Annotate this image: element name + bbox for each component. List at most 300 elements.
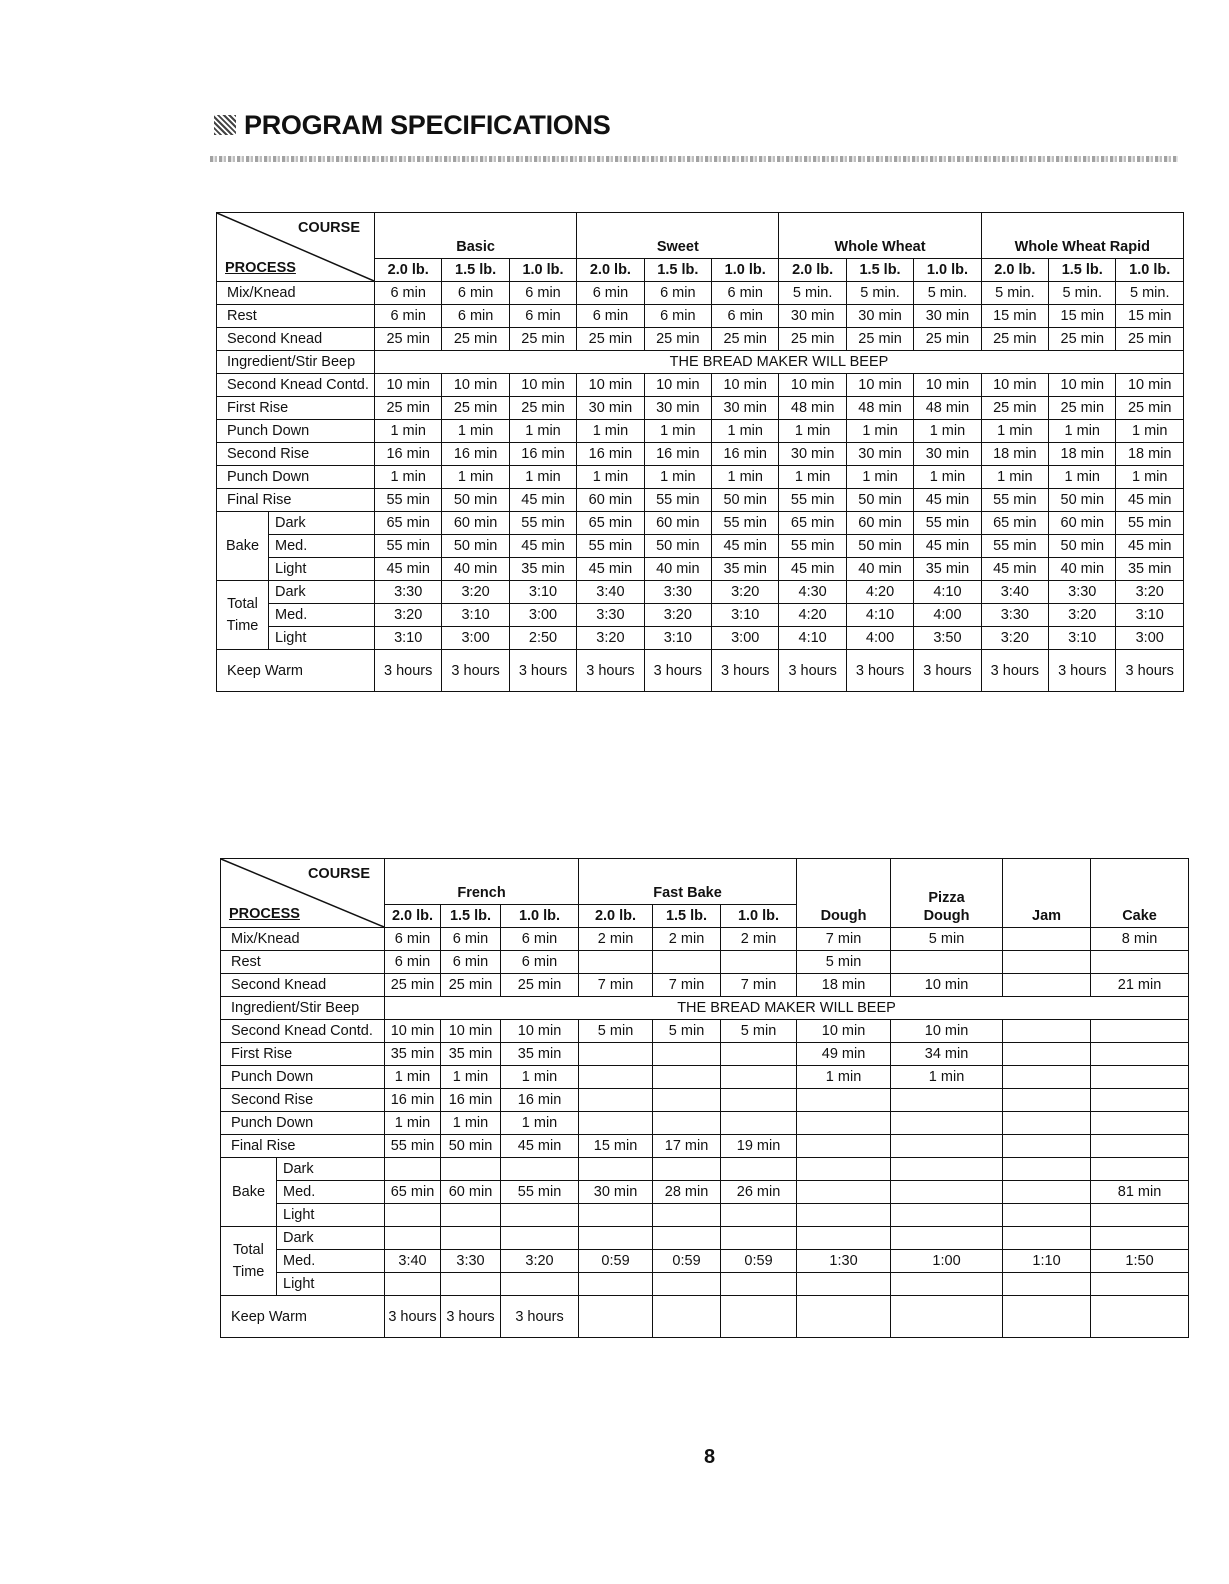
value-cell: 3:20 — [1116, 581, 1184, 604]
value-cell: 3:30 — [375, 581, 442, 604]
value-cell — [797, 1227, 891, 1250]
value-cell: 50 min — [442, 489, 509, 512]
row-mix-knead — [217, 282, 1184, 305]
row-bake-dark — [221, 1158, 1189, 1181]
value-cell: 1 min — [712, 466, 779, 489]
value-cell: 16 min — [441, 1089, 501, 1112]
value-cell: 3 hours — [501, 1296, 579, 1338]
row-second-rise — [217, 443, 1184, 466]
value-cell: 34 min — [891, 1043, 1003, 1066]
value-cell — [797, 1135, 891, 1158]
process-label: Punch Down — [221, 1066, 385, 1089]
value-cell: 30 min — [712, 397, 779, 420]
value-cell: 16 min — [385, 1089, 441, 1112]
value-cell: 65 min — [981, 512, 1048, 535]
value-cell: 10 min — [441, 1020, 501, 1043]
value-cell: 55 min — [509, 512, 576, 535]
value-cell: 81 min — [1091, 1181, 1189, 1204]
process-label: Keep Warm — [217, 650, 375, 692]
value-cell — [1003, 974, 1091, 997]
value-cell: 55 min — [375, 489, 442, 512]
page-number: 8 — [704, 1446, 716, 1468]
value-cell: 1 min — [644, 466, 711, 489]
value-cell: 10 min — [846, 374, 913, 397]
value-cell — [1003, 1181, 1091, 1204]
value-cell: 25 min — [577, 328, 644, 351]
value-cell — [579, 1227, 653, 1250]
value-cell: 3 hours — [1116, 650, 1184, 692]
value-cell — [1003, 1066, 1091, 1089]
value-cell: 50 min — [644, 535, 711, 558]
value-cell: 30 min — [914, 443, 981, 466]
value-cell: 55 min — [981, 489, 1048, 512]
value-cell: 6 min — [644, 282, 711, 305]
value-cell: 48 min — [914, 397, 981, 420]
row-second-knead — [221, 974, 1189, 997]
value-cell — [653, 1112, 721, 1135]
value-cell — [891, 1227, 1003, 1250]
value-cell: 3 hours — [441, 1296, 501, 1338]
value-cell: 55 min — [385, 1135, 441, 1158]
value-cell: 7 min — [653, 974, 721, 997]
value-cell: 25 min — [846, 328, 913, 351]
course-french: French — [385, 859, 579, 905]
value-cell: 45 min — [1116, 489, 1184, 512]
value-cell: 1 min — [846, 420, 913, 443]
weight-cell: 1.5 lb. — [644, 259, 711, 282]
ingredient-beep-row — [217, 351, 1184, 374]
value-cell: 25 min — [1049, 397, 1116, 420]
row-total-time-dark — [217, 581, 1184, 604]
program-spec-table-2 — [220, 858, 1189, 1338]
value-cell: 3 hours — [442, 650, 509, 692]
value-cell: 5 min. — [1049, 282, 1116, 305]
process-label: Ingredient/Stir Beep — [221, 997, 385, 1020]
value-cell: 2 min — [653, 928, 721, 951]
course-dough: Dough — [797, 859, 891, 928]
group-label-line-2: Time — [232, 1264, 265, 1280]
value-cell: 60 min — [644, 512, 711, 535]
row-total-time-med — [217, 604, 1184, 627]
value-cell — [721, 1112, 797, 1135]
value-cell: 35 min — [509, 558, 576, 581]
value-cell: 50 min — [846, 535, 913, 558]
corner-course-label: COURSE — [297, 220, 360, 236]
value-cell: 3 hours — [981, 650, 1048, 692]
value-cell: 7 min — [721, 974, 797, 997]
value-cell — [579, 1273, 653, 1296]
process-label: Keep Warm — [221, 1296, 385, 1338]
value-cell: 3:20 — [442, 581, 509, 604]
value-cell: 45 min — [509, 535, 576, 558]
value-cell — [579, 1204, 653, 1227]
value-cell: 45 min — [1116, 535, 1184, 558]
value-cell: 3:20 — [375, 604, 442, 627]
value-cell: 17 min — [653, 1135, 721, 1158]
value-cell: 18 min — [797, 974, 891, 997]
process-label: Second Knead — [217, 328, 375, 351]
value-cell: 16 min — [712, 443, 779, 466]
corner-header-cell — [221, 859, 385, 928]
corner-process-label: PROCESS — [229, 906, 300, 922]
shade-label: Dark — [269, 581, 375, 604]
row-bake-med — [217, 535, 1184, 558]
process-label: Second Rise — [217, 443, 375, 466]
value-cell: 1 min — [375, 466, 442, 489]
value-cell — [501, 1204, 579, 1227]
value-cell: 4:20 — [846, 581, 913, 604]
row-total-time-light — [221, 1273, 1189, 1296]
value-cell: 25 min — [385, 974, 441, 997]
process-label: Second Knead Contd. — [217, 374, 375, 397]
value-cell: 6 min — [385, 928, 441, 951]
value-cell: 2 min — [721, 928, 797, 951]
value-cell: 25 min — [712, 328, 779, 351]
value-cell: 45 min — [779, 558, 846, 581]
value-cell: 10 min — [442, 374, 509, 397]
value-cell: 10 min — [385, 1020, 441, 1043]
value-cell: 4:00 — [846, 627, 913, 650]
value-cell: 55 min — [779, 535, 846, 558]
value-cell: 4:10 — [914, 581, 981, 604]
value-cell — [1003, 928, 1091, 951]
value-cell: 40 min — [846, 558, 913, 581]
weight-cell: 1.0 lb. — [501, 905, 579, 928]
value-cell: 5 min — [721, 1020, 797, 1043]
value-cell: 55 min — [375, 535, 442, 558]
value-cell: 3 hours — [846, 650, 913, 692]
value-cell: 3:10 — [1116, 604, 1184, 627]
value-cell: 16 min — [644, 443, 711, 466]
shade-label: Med. — [277, 1181, 385, 1204]
value-cell: 3 hours — [779, 650, 846, 692]
value-cell: 10 min — [797, 1020, 891, 1043]
value-cell: 6 min — [509, 305, 576, 328]
value-cell — [891, 1273, 1003, 1296]
value-cell: 3 hours — [385, 1296, 441, 1338]
value-cell — [579, 1066, 653, 1089]
value-cell: 6 min — [375, 282, 442, 305]
weight-cell: 1.0 lb. — [914, 259, 981, 282]
beep-notice: THE BREAD MAKER WILL BEEP — [385, 997, 1189, 1020]
row-total-time-light — [217, 627, 1184, 650]
value-cell: 3:10 — [509, 581, 576, 604]
shade-label: Light — [269, 627, 375, 650]
value-cell: 28 min — [653, 1181, 721, 1204]
value-cell: 45 min — [981, 558, 1048, 581]
value-cell: 16 min — [509, 443, 576, 466]
value-cell: 40 min — [442, 558, 509, 581]
value-cell — [721, 1158, 797, 1181]
value-cell: 35 min — [1116, 558, 1184, 581]
value-cell: 5 min. — [846, 282, 913, 305]
value-cell: 7 min — [579, 974, 653, 997]
value-cell — [891, 1204, 1003, 1227]
value-cell — [1003, 1112, 1091, 1135]
value-cell: 6 min — [577, 305, 644, 328]
value-cell: 60 min — [846, 512, 913, 535]
value-cell: 10 min — [779, 374, 846, 397]
shade-label: Med. — [269, 604, 375, 627]
value-cell: 6 min — [501, 951, 579, 974]
value-cell: 4:10 — [779, 627, 846, 650]
value-cell: 30 min — [914, 305, 981, 328]
value-cell: 15 min — [1049, 305, 1116, 328]
course-jam: Jam — [1003, 859, 1091, 928]
weight-cell: 2.0 lb. — [385, 905, 441, 928]
value-cell — [579, 1112, 653, 1135]
value-cell: 6 min — [509, 282, 576, 305]
value-cell: 65 min — [779, 512, 846, 535]
value-cell: 19 min — [721, 1135, 797, 1158]
value-cell — [891, 1181, 1003, 1204]
weight-cell: 1.0 lb. — [712, 259, 779, 282]
value-cell: 50 min — [442, 535, 509, 558]
weight-cell: 1.5 lb. — [441, 905, 501, 928]
value-cell: 6 min — [712, 282, 779, 305]
value-cell — [1003, 1296, 1091, 1338]
value-cell — [797, 1181, 891, 1204]
group-label-line-1: Total — [227, 596, 258, 612]
value-cell: 8 min — [1091, 928, 1189, 951]
weight-cell: 1.0 lb. — [509, 259, 576, 282]
value-cell: 25 min — [644, 328, 711, 351]
value-cell: 3:10 — [442, 604, 509, 627]
value-cell: 1:30 — [797, 1250, 891, 1273]
value-cell: 60 min — [441, 1181, 501, 1204]
value-cell: 55 min — [501, 1181, 579, 1204]
row-second-knead — [217, 328, 1184, 351]
value-cell: 45 min — [509, 489, 576, 512]
value-cell: 6 min — [375, 305, 442, 328]
title-rule — [210, 156, 1178, 162]
value-cell — [653, 1043, 721, 1066]
value-cell: 3:30 — [577, 604, 644, 627]
value-cell: 3:50 — [914, 627, 981, 650]
value-cell — [579, 1089, 653, 1112]
value-cell: 3:00 — [509, 604, 576, 627]
process-label: Punch Down — [217, 420, 375, 443]
value-cell: 3 hours — [375, 650, 442, 692]
weight-cell: 2.0 lb. — [577, 259, 644, 282]
shade-label: Light — [269, 558, 375, 581]
value-cell — [1003, 1020, 1091, 1043]
value-cell: 30 min — [644, 397, 711, 420]
value-cell: 1 min — [577, 466, 644, 489]
group-label-bake: Bake — [217, 512, 269, 581]
value-cell: 10 min — [914, 374, 981, 397]
group-label-total-time — [221, 1227, 277, 1296]
value-cell: 1 min — [1116, 466, 1184, 489]
value-cell: 3:30 — [981, 604, 1048, 627]
row-mix-knead — [221, 928, 1189, 951]
value-cell — [653, 1158, 721, 1181]
value-cell: 55 min — [914, 512, 981, 535]
value-cell: 1:10 — [1003, 1250, 1091, 1273]
value-cell — [721, 1227, 797, 1250]
corner-process-label: PROCESS — [225, 260, 296, 276]
value-cell: 0:59 — [579, 1250, 653, 1273]
value-cell: 35 min — [914, 558, 981, 581]
value-cell: 48 min — [779, 397, 846, 420]
value-cell: 25 min — [509, 397, 576, 420]
value-cell: 45 min — [712, 535, 779, 558]
value-cell: 65 min — [577, 512, 644, 535]
value-cell: 30 min — [846, 443, 913, 466]
value-cell: 3:20 — [644, 604, 711, 627]
value-cell: 45 min — [577, 558, 644, 581]
value-cell: 3:20 — [712, 581, 779, 604]
value-cell: 6 min — [442, 282, 509, 305]
value-cell: 1 min — [385, 1066, 441, 1089]
course-whole-wheat-rapid: Whole Wheat Rapid — [981, 213, 1183, 259]
value-cell — [501, 1158, 579, 1181]
value-cell: 55 min — [712, 512, 779, 535]
value-cell: 10 min — [712, 374, 779, 397]
header-row — [217, 213, 1184, 259]
value-cell — [797, 1112, 891, 1135]
program-spec-table-1 — [216, 212, 1184, 692]
row-bake-light — [217, 558, 1184, 581]
value-cell: 1 min — [644, 420, 711, 443]
value-cell: 55 min — [577, 535, 644, 558]
value-cell — [1003, 1204, 1091, 1227]
process-label: Mix/Knead — [221, 928, 385, 951]
value-cell: 1 min — [385, 1112, 441, 1135]
value-cell — [653, 1089, 721, 1112]
value-cell: 3 hours — [914, 650, 981, 692]
value-cell: 1 min — [501, 1112, 579, 1135]
value-cell: 16 min — [501, 1089, 579, 1112]
row-keep-warm — [217, 650, 1184, 692]
value-cell: 1 min — [981, 466, 1048, 489]
corner-header-cell — [217, 213, 375, 282]
value-cell — [653, 1273, 721, 1296]
value-cell: 49 min — [797, 1043, 891, 1066]
value-cell — [1003, 1158, 1091, 1181]
value-cell: 55 min — [644, 489, 711, 512]
value-cell — [1091, 1273, 1189, 1296]
row-punch-down-2 — [217, 466, 1184, 489]
value-cell — [797, 1273, 891, 1296]
value-cell — [441, 1204, 501, 1227]
value-cell: 3 hours — [1049, 650, 1116, 692]
process-label: Rest — [217, 305, 375, 328]
course-fast-bake: Fast Bake — [579, 859, 797, 905]
row-bake-light — [221, 1204, 1189, 1227]
value-cell: 6 min — [712, 305, 779, 328]
value-cell — [721, 951, 797, 974]
value-cell — [385, 1204, 441, 1227]
value-cell: 10 min — [509, 374, 576, 397]
value-cell: 25 min — [779, 328, 846, 351]
value-cell: 3:40 — [981, 581, 1048, 604]
value-cell: 1 min — [846, 466, 913, 489]
value-cell: 3:00 — [442, 627, 509, 650]
value-cell — [1091, 1112, 1189, 1135]
value-cell: 25 min — [509, 328, 576, 351]
value-cell: 48 min — [846, 397, 913, 420]
value-cell: 10 min — [501, 1020, 579, 1043]
value-cell — [1003, 1089, 1091, 1112]
course-pizza-dough-line-2: Dough — [923, 908, 970, 924]
course-whole-wheat: Whole Wheat — [779, 213, 981, 259]
value-cell — [721, 1273, 797, 1296]
process-label: Second Knead Contd. — [221, 1020, 385, 1043]
shade-label: Dark — [277, 1227, 385, 1250]
value-cell: 25 min — [1116, 328, 1184, 351]
group-label-total-time — [217, 581, 269, 650]
row-rest — [217, 305, 1184, 328]
value-cell: 30 min — [577, 397, 644, 420]
group-label-line-2: Time — [226, 618, 259, 634]
value-cell: 1:00 — [891, 1250, 1003, 1273]
value-cell — [501, 1273, 579, 1296]
value-cell: 4:20 — [779, 604, 846, 627]
value-cell — [1003, 951, 1091, 974]
group-label-bake: Bake — [221, 1158, 277, 1227]
value-cell — [1003, 1043, 1091, 1066]
value-cell: 6 min — [577, 282, 644, 305]
value-cell: 1 min — [442, 466, 509, 489]
value-cell: 1 min — [981, 420, 1048, 443]
value-cell — [891, 1089, 1003, 1112]
value-cell — [891, 1112, 1003, 1135]
value-cell: 60 min — [1049, 512, 1116, 535]
value-cell — [1091, 1043, 1189, 1066]
value-cell — [797, 1296, 891, 1338]
value-cell: 0:59 — [721, 1250, 797, 1273]
value-cell: 1 min — [441, 1112, 501, 1135]
value-cell — [797, 1158, 891, 1181]
value-cell — [1091, 1296, 1189, 1338]
value-cell: 25 min — [442, 328, 509, 351]
value-cell — [721, 1089, 797, 1112]
value-cell: 10 min — [644, 374, 711, 397]
value-cell: 4:00 — [914, 604, 981, 627]
shade-label: Med. — [277, 1250, 385, 1273]
group-label-line-1: Total — [233, 1242, 264, 1258]
value-cell: 1 min — [914, 466, 981, 489]
value-cell: 1:50 — [1091, 1250, 1189, 1273]
value-cell: 25 min — [441, 974, 501, 997]
page-title-text: PROGRAM SPECIFICATIONS — [244, 110, 611, 140]
course-sweet: Sweet — [577, 213, 779, 259]
row-punch-down-1 — [217, 420, 1184, 443]
value-cell: 1 min — [509, 466, 576, 489]
value-cell: 3:30 — [1049, 581, 1116, 604]
value-cell: 35 min — [441, 1043, 501, 1066]
value-cell: 65 min — [385, 1181, 441, 1204]
value-cell — [1091, 1204, 1189, 1227]
value-cell: 35 min — [385, 1043, 441, 1066]
value-cell: 10 min — [891, 1020, 1003, 1043]
course-pizza-dough — [891, 859, 1003, 928]
value-cell: 6 min — [501, 928, 579, 951]
value-cell: 1 min — [509, 420, 576, 443]
value-cell: 10 min — [1049, 374, 1116, 397]
value-cell: 6 min — [441, 951, 501, 974]
value-cell — [1003, 1273, 1091, 1296]
value-cell: 6 min — [644, 305, 711, 328]
process-label: First Rise — [221, 1043, 385, 1066]
value-cell — [891, 1296, 1003, 1338]
process-label: Mix/Knead — [217, 282, 375, 305]
value-cell — [891, 1158, 1003, 1181]
value-cell — [385, 1273, 441, 1296]
value-cell: 16 min — [442, 443, 509, 466]
value-cell — [653, 1066, 721, 1089]
